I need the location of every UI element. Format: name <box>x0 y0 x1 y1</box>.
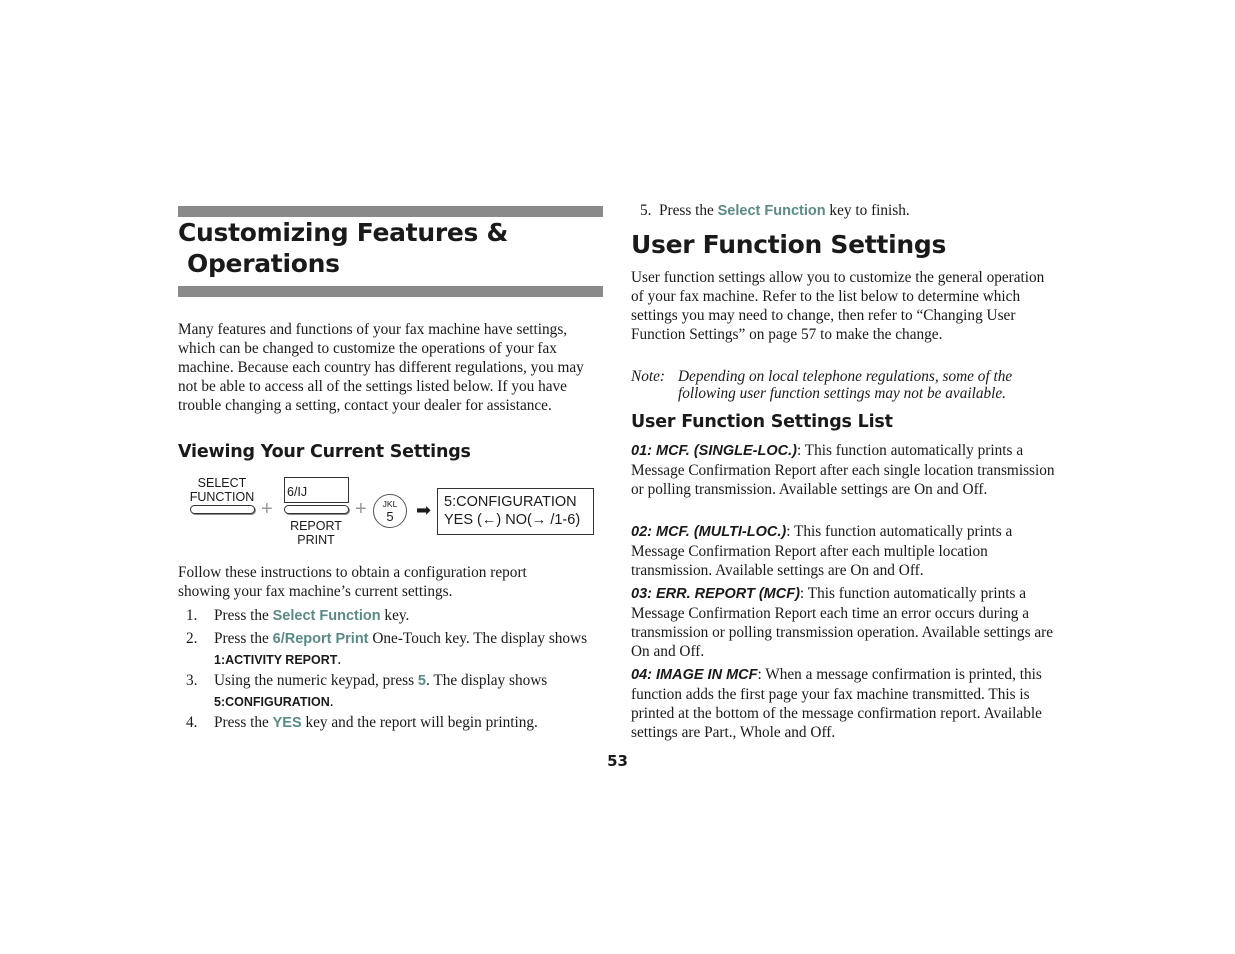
note-text: Depending on local telephone regulations, some of the following user function settings may not be available. <box>678 368 1013 402</box>
step-number: 4. <box>186 714 198 731</box>
setting-item-04 <box>631 665 1056 742</box>
setting-text: : This function automatically prints a Message Confirmation Report after each single location transmission or polling transmission. Available settings are On and Off. <box>631 442 1055 498</box>
page-title-line2: Operations <box>187 249 340 278</box>
display-line2: YES (←) NO(→ /1-6) <box>444 512 581 528</box>
list-heading: User Function Settings List <box>631 412 893 432</box>
display-box <box>437 488 594 535</box>
follow-paragraph: Follow these instructions to obtain a configuration report showing your fax machine’s current settings. <box>178 564 527 600</box>
section-title-user-function: User Function Settings <box>631 230 947 259</box>
onetouch-label-box <box>284 477 349 503</box>
setting-item-02 <box>631 522 1056 580</box>
display-text: 5:CONFIGURATION <box>214 695 330 709</box>
setting-item-03 <box>631 584 1056 661</box>
plus-sign-1: + <box>261 498 273 520</box>
select-function-key-ref: Select Function <box>272 608 381 624</box>
section-heading-viewing: Viewing Your Current Settings <box>178 442 471 462</box>
arrow-right-icon: ➡ <box>416 500 432 520</box>
plus-sign-2: + <box>355 498 367 520</box>
select-function-key <box>190 505 255 514</box>
report-print-key-ref: 6/Report Print <box>272 631 369 647</box>
keypad-number: 5 <box>386 509 394 524</box>
onetouch-label: 6/IJ <box>287 485 308 499</box>
keypad-5-button <box>373 494 407 528</box>
keypad-letters: JKL <box>382 499 398 509</box>
page-title <box>178 217 603 279</box>
step-number: 3. <box>186 672 198 689</box>
display-text: 1:ACTIVITY REPORT <box>214 653 338 667</box>
setting-text: : This function automatically prints a Message Confirmation Report after each multiple location transmission. Available settings are On and Off. <box>631 523 1013 579</box>
title-rule-bottom <box>178 286 603 297</box>
report-print-label: REPORT PRINT <box>290 519 342 547</box>
intro-paragraph: Many features and functions of your fax machine have settings, which can be changed to customize the operations of your fax machine. Because each country has different regulations, you may not be able to access all of the settings listed below. If you have trouble changing a setting, contact your dealer for assistance. <box>178 321 584 414</box>
step-number: 1. <box>186 607 198 624</box>
keypad-5-ref: 5 <box>417 673 426 689</box>
page-number: 53 <box>607 752 628 770</box>
title-rule-top <box>178 206 603 217</box>
select-function-label: SELECT FUNCTION <box>189 476 255 504</box>
setting-head: 03: ERR. REPORT (MCF) <box>631 586 800 602</box>
setting-item-01 <box>631 441 1056 499</box>
setting-text: : When a message confirmation is printed, this function adds the first page your fax machine transmitted. This is printed at the bottom of the message confirmation report. Available settings are Part., Whole and Off. <box>631 666 1042 741</box>
step-number: 2. <box>186 630 198 647</box>
note-label: Note: <box>631 368 665 385</box>
select-function-key-ref: Select Function <box>717 203 826 219</box>
setting-head: 02: MCF. (MULTI-LOC.) <box>631 524 787 540</box>
setting-text: : This function automatically prints a Message Confirmation Report each time an error occurs during a transmission or polling transmission operation. Available settings are On and Off. <box>631 585 1054 660</box>
report-print-key <box>284 505 349 514</box>
setting-head: 01: MCF. (SINGLE-LOC.) <box>631 443 797 459</box>
display-line1: 5:CONFIGURATION <box>444 494 577 510</box>
key-sequence-diagram <box>178 474 603 549</box>
user-function-intro: User function settings allow you to customize the general operation of your fax machine. Refer to the list below to determine which settings you may need to change, then refer to “Changing User Function Settings” on page 57 to make the change. <box>631 269 1045 343</box>
page-title-line1: Customizing Features & <box>178 218 508 247</box>
yes-key-ref: YES <box>272 715 302 731</box>
step-number: 5. <box>640 202 652 219</box>
setting-head: 04: IMAGE IN MCF <box>631 667 758 683</box>
